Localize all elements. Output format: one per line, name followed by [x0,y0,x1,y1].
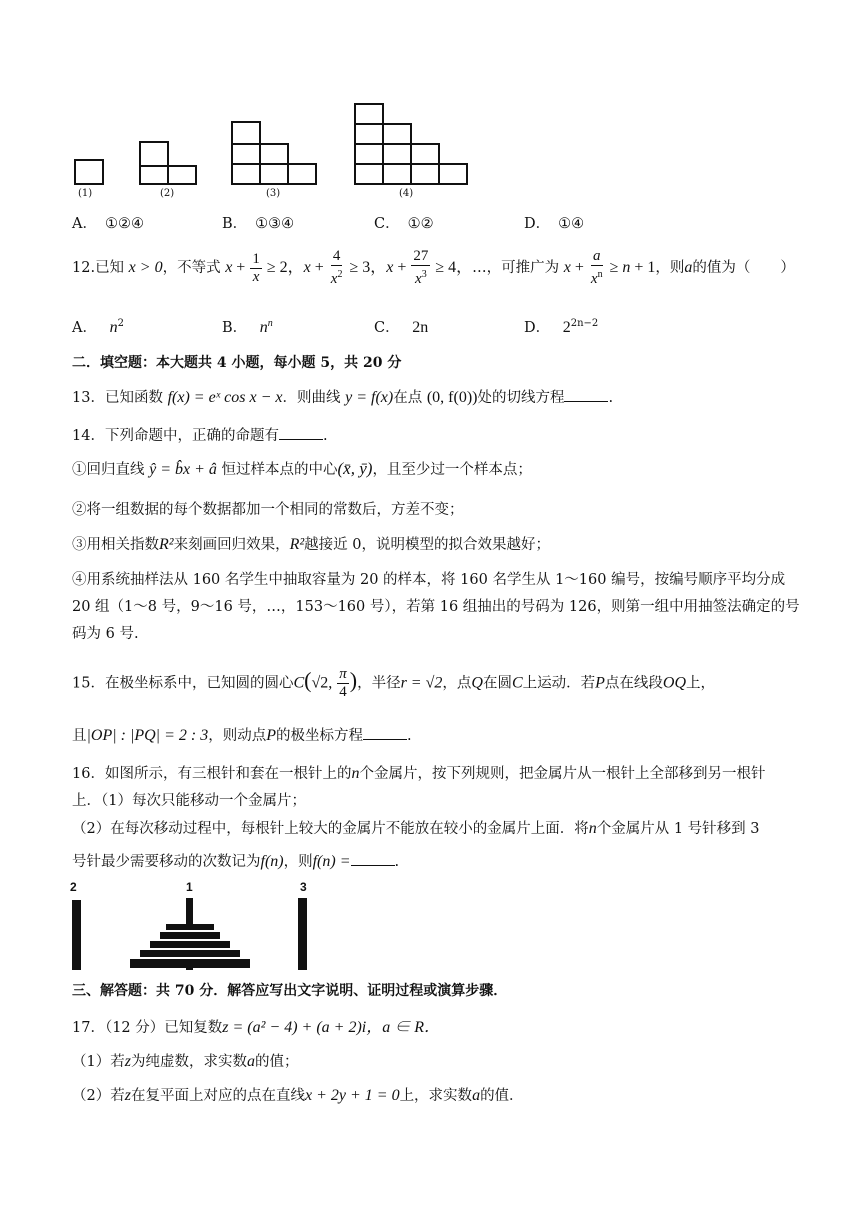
figure-label-4: (4) [399,188,414,199]
q15-line-1: 15．在极坐标系中，已知圆的圆心C(√2, $\frac{\pi}{4}$ )，半径r = √2，点Q在圆C上运动．若P点在线段OQ上， [72,666,716,700]
q11-option-a[interactable]: A． ①②④ [72,216,144,232]
q16-line-4: 号针最少需要移动的次数记为f(n)，则f(n) = . [72,853,400,870]
section-3-heading: 三、解答题：共 70 分．解答应写出文字说明、证明过程或演算步骤． [72,983,508,999]
q12-stem: 12.已知 x > 0，不等式 x + $\frac{1}{x}$ ≥ 2，x + $\frac{4}{x^2}$ ≥ 3，x + $\frac{27}{x^3}$ ≥ 4，…，可推广为 x + $\frac{a}{x^n}$ ≥ n + 1，则a的值为（ ） [72,248,795,287]
q12-option-b[interactable]: B． $n^n$ [222,318,273,336]
q17-part-2: （2）若z在复平面上对应的点在直线x + 2y + 1 = 0上，求实数a的值． [72,1087,524,1104]
q16-line-3: （2）在每次移动过程中，每根针上较大的金属片不能放在较小的金属片上面．将n个金属片从 1 号针移到 3 [72,820,760,837]
q11-option-b[interactable]: B． ①③④ [222,216,295,232]
figure-label-1: (1) [78,188,93,199]
peg-label-1: 1 [186,880,193,894]
figure-label-2: (2) [160,188,175,199]
q12-option-d[interactable]: D． $2^{2n-2}$ [524,318,599,336]
q15-line-2: 且|OP| : |PQ| = 2 : 3，则动点P的极坐标方程 . [72,727,412,744]
q11-option-c[interactable]: C． ①② [374,216,434,232]
hanoi-tower-figure [70,880,330,972]
section-2-heading: 二．填空题：本大题共 4 小题，每小题 5，共 20 分 [72,355,402,371]
q14-proposition-4-line-3: 码为 6 号. [72,626,139,642]
staircase-figure [72,100,472,200]
figure-label-3: (3) [266,188,281,199]
q14-proposition-4-line-1: ④用系统抽样法从 160 名学生中抽取容量为 20 的样本，将 160 名学生从 1～160 编号，按编号顺序平均分成 [72,572,786,588]
q17-part-1: （1）若z为纯虚数，求实数a的值； [72,1053,299,1070]
q12-option-a[interactable]: A． $n^2$ [72,318,124,336]
answer-blank[interactable] [279,425,323,440]
q11-option-d[interactable]: D． ①④ [524,216,585,232]
q16-line-1: 16．如图所示，有三根针和套在一根针上的n个金属片，按下列规则，把金属片从一根针上全部移到另一根针 [72,765,766,782]
q14-proposition-1: ①回归直线 ŷ = b̂x + â 恒过样本点的中心(x̄, ȳ)，且至少过一个样本点； [72,459,532,478]
q12-option-c[interactable]: C． 2n [374,319,429,336]
q16-line-2: 上．（1）每次只能移动一个金属片； [72,793,306,809]
q13-text: 13．已知函数 f(x) = eˣ cos x − x．则曲线 y = f(x)在点 (0, f(0))处的切线方程 . [72,389,614,406]
q14-proposition-3: ③用相关指数R²来刻画回归效果，R²越接近 0，说明模型的拟合效果越好； [72,536,550,553]
peg-label-2: 2 [70,880,77,894]
answer-blank[interactable] [564,387,608,402]
q17-stem: 17．（12 分）已知复数z = (a² − 4) + (a + 2)i，a ∈ R． [72,1019,441,1036]
q14-stem: 14．下列命题中，正确的命题有 . [72,424,328,445]
answer-blank[interactable] [351,851,395,866]
q14-proposition-4-line-2: 20 组（1～8 号，9～16 号，…，153～160 号），若第 16 组抽出的号码为 126，则第一组中用抽签法确定的号 [72,599,800,615]
peg-label-3: 3 [300,880,307,894]
answer-blank[interactable] [363,725,407,740]
q14-proposition-2: ②将一组数据的每个数据都加一个相同的常数后，方差不变； [72,502,464,518]
